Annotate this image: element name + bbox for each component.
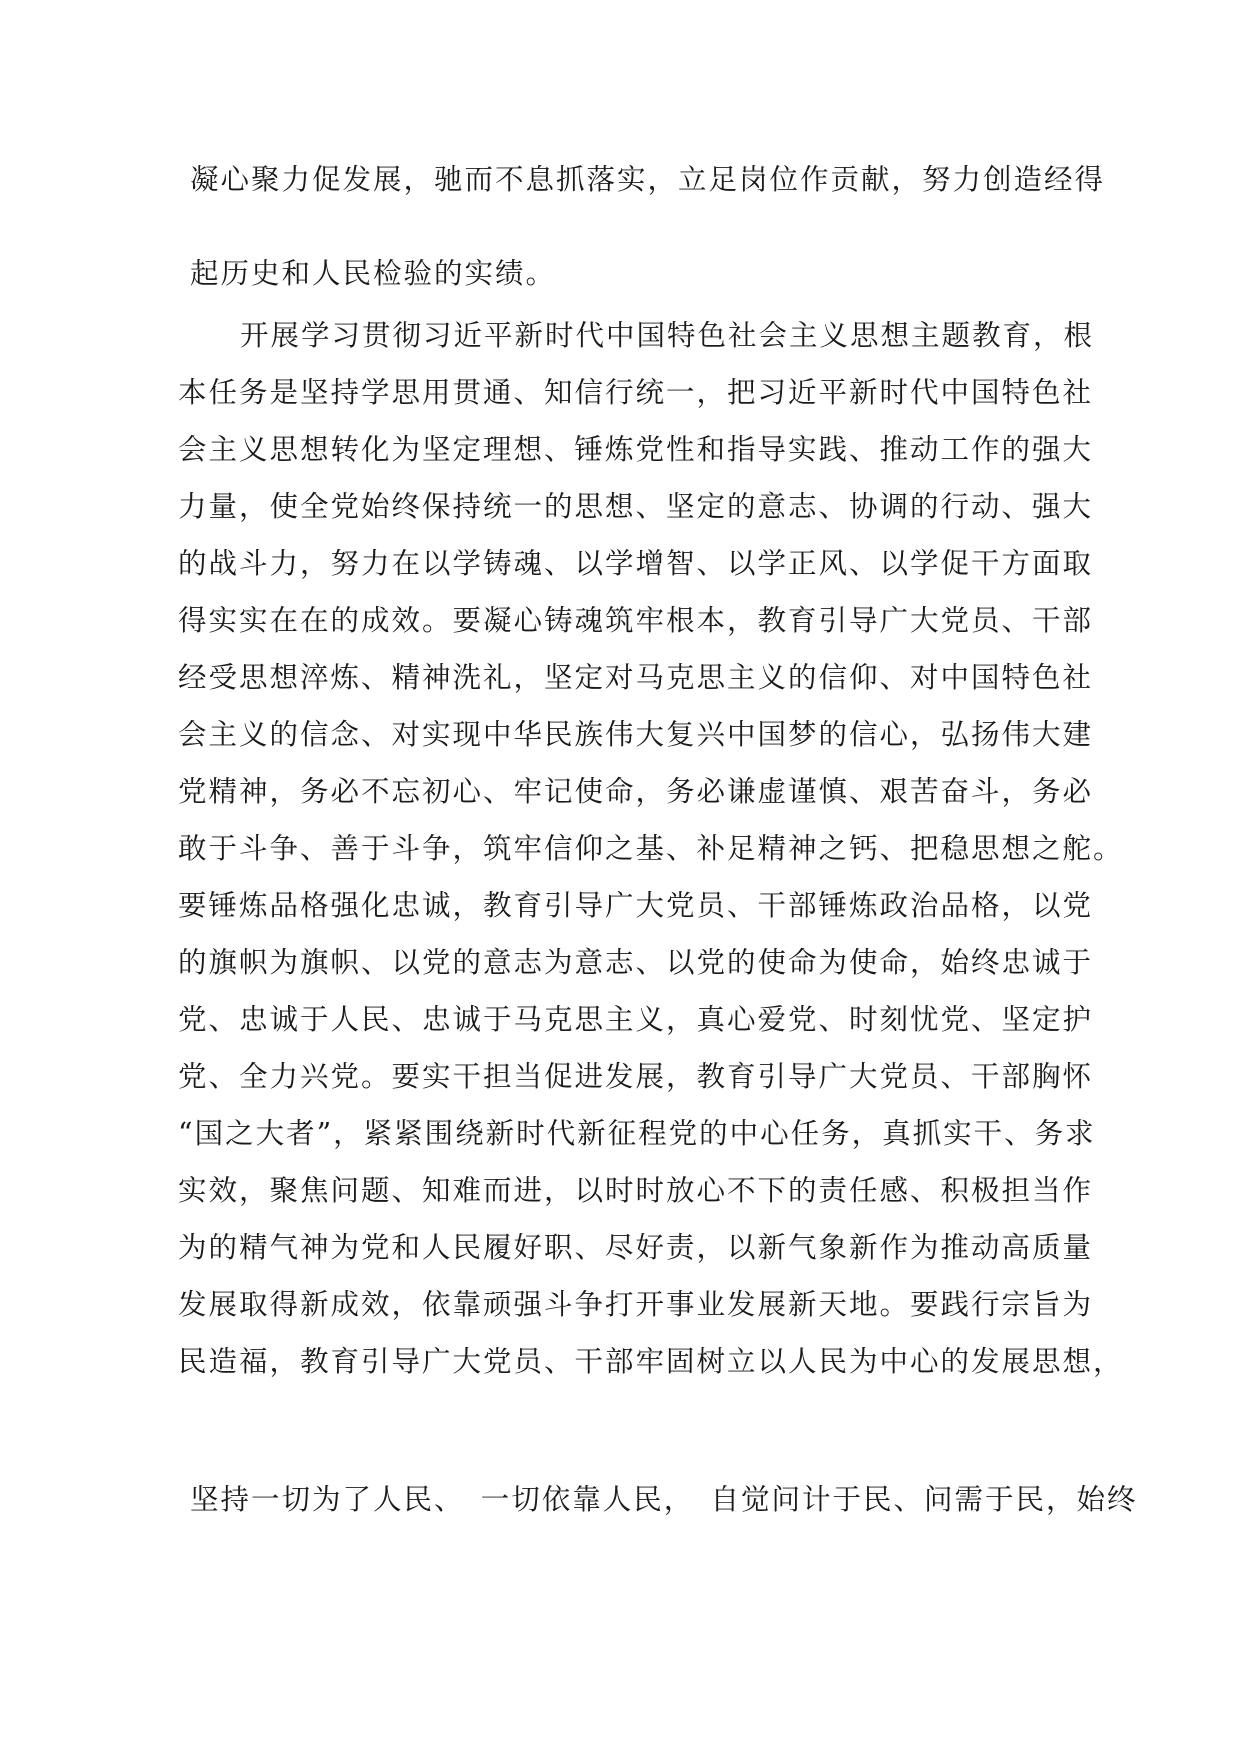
text-line: 凝心聚力促发展，驰而不息抓落实，立足岗位作贡献，努力创造经得 xyxy=(190,163,1106,196)
paragraph-line: 为的精气神为党和人民履好职、尽好责，以新气象新作为推动高质量 xyxy=(178,1231,1094,1264)
paragraph-line: 发展取得新成效，依靠顽强斗争打开事业发展新天地。要践行宗旨为 xyxy=(178,1288,1094,1321)
paragraph-line: 党、全力兴党。要实干担当促进发展，教育引导广大党员、干部胸怀 xyxy=(178,1060,1094,1093)
paragraph-line: 的战斗力，努力在以学铸魂、以学增智、以学正风、以学促干方面取 xyxy=(178,547,1094,580)
paragraph-line: 实效，聚焦问题、知难而进，以时时放心不下的责任感、积极担当作 xyxy=(178,1174,1094,1207)
paragraph-line: 开展学习贯彻习近平新时代中国特色社会主义思想主题教育，根 xyxy=(240,319,1095,352)
paragraph-line: 民造福，教育引导广大党员、干部牢固树立以人民为中心的发展思想， xyxy=(178,1345,1124,1378)
paragraph-line: 的旗帜为旗帜、以党的意志为意志、以党的使命为使命，始终忠诚于 xyxy=(178,946,1094,979)
paragraph-line: “国之大者”，紧紧围绕新时代新征程党的中心任务，真抓实干、务求 xyxy=(178,1117,1096,1150)
paragraph-line: 党、忠诚于人民、忠诚于马克思主义，真心爱党、时刻忧党、坚定护 xyxy=(178,1003,1094,1036)
paragraph-line: 会主义思想转化为坚定理想、锤炼党性和指导实践、推动工作的强大 xyxy=(178,433,1094,466)
paragraph-line: 力量，使全党始终保持统一的思想、坚定的意志、协调的行动、强大 xyxy=(178,490,1094,523)
paragraph-line: 党精神，务必不忘初心、牢记使命，务必谦虚谨慎、艰苦奋斗，务必 xyxy=(178,775,1094,808)
paragraph-line: 经受思想淬炼、精神洗礼，坚定对马克思主义的信仰、对中国特色社 xyxy=(178,661,1094,694)
paragraph-line: 本任务是坚持学思用贯通、知信行统一，把习近平新时代中国特色社 xyxy=(178,376,1094,409)
paragraph-line: 敢于斗争、善于斗争，筑牢信仰之基、补足精神之钙、把稳思想之舵。 xyxy=(178,832,1124,865)
text-line: 坚持一切为了人民、 一切依靠人民， 自觉问计于民、问需于民，始终 xyxy=(190,1483,1138,1516)
text-line: 起历史和人民检验的实绩。 xyxy=(190,257,557,290)
paragraph-line: 要锤炼品格强化忠诚，教育引导广大党员、干部锤炼政治品格，以党 xyxy=(178,889,1094,922)
paragraph-line: 得实实在在的成效。要凝心铸魂筑牢根本，教育引导广大党员、干部 xyxy=(178,604,1094,637)
paragraph-line: 会主义的信念、对实现中华民族伟大复兴中国梦的信心，弘扬伟大建 xyxy=(178,718,1094,751)
